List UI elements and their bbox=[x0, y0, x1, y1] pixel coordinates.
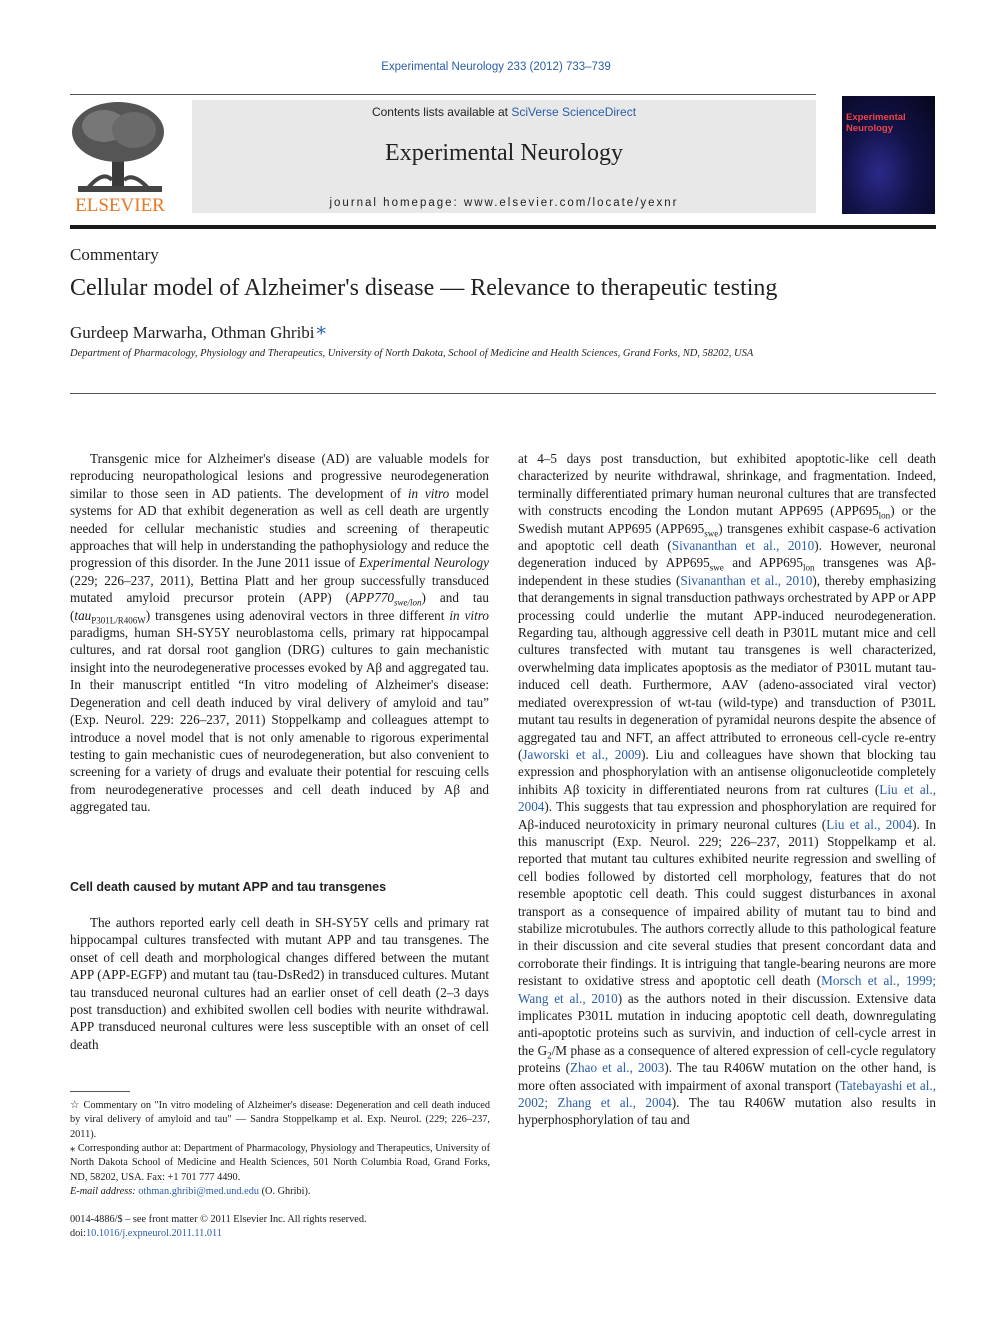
sciencedirect-link[interactable]: SciVerse ScienceDirect bbox=[511, 105, 637, 119]
journal-cover-image bbox=[842, 96, 935, 214]
citation-link[interactable]: Tatebayashi et al., 2002; Zhang et al., 2004 bbox=[518, 1077, 936, 1111]
article-title: Cellular model of Alzheimer's disease — Relevance to therapeutic testing bbox=[70, 275, 778, 301]
citation-link[interactable]: Zhao et al., 2003 bbox=[569, 1060, 665, 1076]
email-suffix: (O. Ghribi). bbox=[259, 1186, 311, 1197]
section-heading: Cell death caused by mutant APP and tau transgenes bbox=[70, 880, 387, 894]
contents-line bbox=[192, 105, 816, 119]
copyright-line: 0014-4886/$ – see front matter © 2011 Elsevier Inc. All rights reserved. bbox=[70, 1214, 367, 1225]
affiliation: Department of Pharmacology, Physiology and Therapeutics, University of North Dakota, School of Medicine and Health Sciences, Grand Forks, ND, 58202, USA bbox=[70, 348, 754, 359]
email-link[interactable]: othman.ghribi@med.und.edu bbox=[138, 1186, 259, 1197]
doi-label: doi: bbox=[70, 1228, 87, 1239]
citation-link[interactable]: Liu et al., 2004 bbox=[826, 816, 913, 832]
doi-line bbox=[70, 1227, 222, 1241]
journal-title: Experimental Neurology bbox=[385, 140, 623, 166]
corresponding-author-mark[interactable]: ⁎ bbox=[316, 318, 327, 339]
doi-link[interactable]: 10.1016/j.expneurol.2011.11.011 bbox=[86, 1228, 222, 1239]
header-rule bbox=[70, 94, 816, 95]
citation-link[interactable]: Morsch et al., 1999; Wang et al., 2010 bbox=[518, 973, 936, 1006]
footnote-commentary: ☆ Commentary on "In vitro modeling of Alzheimer's disease: Degeneration and cell death induced by viral delivery of amyloid and tau" — Sandra Stoppelkamp et al. Exp. Neurol. (229; 226–237, 2011). bbox=[70, 1100, 490, 1140]
contents-prefix: Contents lists available at bbox=[371, 105, 512, 119]
citation-link[interactable]: Liu et al., 2004 bbox=[518, 781, 936, 815]
elsevier-logo bbox=[68, 100, 172, 215]
elsevier-tree-icon bbox=[68, 100, 172, 215]
journal-homepage[interactable]: journal homepage: www.elsevier.com/locate/yexnr bbox=[329, 197, 679, 209]
body-paragraph-continued: at 4–5 days post transduction, but exhibited apoptotic-like cell death characterized by neurite withdrawal, shrinkage, and fragmentation. Indeed, terminally differentiated primary human neuronal cultures that are transfected with constructs encoding the London mutant APP695 $(APP695_{lon})$ or the Swedish mutant APP695 $(APP695_{swe})$ transgenes exhibit caspase-6 activation and apoptotic cell death (Sivananthan et al., 2010). However, neuronal degeneration induced by $APP695_{swe}$ and $APP695_{lon}$ transgenes was Aβ-independent in these studies (Sivananthan et al., 2010), thereby emphasizing that derangements in signal transduction pathways orchestrated by APP or APP processing could underlie the mutant APP-induced neurodegeneration. Regarding tau, although aggressive cell death in P301L mutant mice and cell cultures transfected with mutant tau transgenes is well characterized, overwhelming data implicates apoptosis as the mediator of P301L mutant tau-induced cell death. Furthermore, AAV (adeno-associated viral vector) mediated overexpression of wt-tau (wild-type) and transduction of P301L mutant tau results in degeneration of pyramidal neurons despite the absence of aggregated tau and NFT, an affect attributed to erroneous cell-cycle re-entry (Jaworski et al., 2009). Liu and colleagues have shown that blocking tau expression and phosphorylation with an antisense oligonucleotide completely inhibits Aβ toxicity in differentiated neurons from rat cultures (Liu et al., 2004). This suggests that tau expression and phosphorylation are required for Aβ-induced neurotoxicity in primary neuronal cultures (Liu et al., 2004). In this manuscript (Exp. Neurol. 229; 226–237, 2011) Stoppelkamp et al. reported that mutant tau cultures exhibited neurite regression and swelling of cell bodies followed by distorted cell morphology, features that do not resemble apoptotic cell death. This could suggest disturbances in axonal transport as a consequence of impaired ability of mutant tau to bind and stabilize microtubules. The authors correctly allude to this pathological feature in their discussion and cite several studies that present concordant data and corroborate their findings. It is intriguing that tangle-bearing neurons are more resistant to oxidative stress and apoptotic cell death (Morsch et al., 1999; Wang et al., 2010) as the authors noted in their discussion. Extensive data implicates P301L mutation in inducing apoptotic cell death, downregulating anti-apoptotic proteins such as survivin, and induction of cell-cycle arrest in the $G_2/M$ phase as a consequence of altered expression of cell-cycle regulatory proteins (Zhao et al., 2003). The tau R406W mutation on the other hand, is more often associated with impairment of axonal transport (Tatebayashi et al., 2002; Zhang et al., 2004). The tau R406W mutation also results in hyperphosphorylation of tau and bbox=[518, 451, 937, 1128]
publisher-name: ELSEVIER bbox=[75, 195, 165, 215]
email-label: E-mail address: bbox=[70, 1186, 139, 1197]
journal-reference[interactable]: Experimental Neurology 233 (2012) 733–739 bbox=[381, 61, 611, 73]
body-paragraph-intro: Transgenic mice for Alzheimer's disease (AD) are valuable models for reproducing neuropathological lesions and progressive neurodegeneration similar to those seen in AD patients. The development of in vitro model systems for AD that exhibit degeneration as well as cell death are urgently needed for cellular mechanistic studies and screening of therapeutic approaches that will help in understanding the pathophysiology and reduce the progression of this disorder. In the June 2011 issue of Experimental Neurology (229; 226–237, 2011), Bettina Platt and her group successfully transduced mutated amyloid precursor protein (APP) $(APP770_{swe/lon})$ and tau (tau$_{P301L/R406W}$) transgenes using adenoviral vectors in three different in vitro paradigms, human SH-SY5Y neuroblastoma cells, primary rat hippocampal cultures, and rat dorsal root ganglion (DRG) cultures to gain mechanistic insight into the neurodegenerative processes evoked by Aβ and aggregated tau. In their manuscript entitled “In vitro modeling of Alzheimer's disease: Degeneration and cell death induced by viral delivery of amyloid and tau” (Exp. Neurol. 229: 226–237, 2011) Stoppelkamp and colleagues attempt to introduce a novel model that is not only amenable to rigorous experimental testing to gain mechanistic cues of neurodegeneration, but also convenient to screening for a variety of drugs and evaluate their potential for rescuing cells from neurodegenerative processes and cell death induced by Aβ and aggregated tau. bbox=[70, 451, 490, 815]
footnote-corresponding-author: ⁎ Corresponding author at: Department of Pharmacology, Physiology and Therapeutics, University of North Dakota School of Medicine and Health Sciences, 501 North Columbia Road, Grand Forks, ND, 58202, USA. Fax: +1 701 777 4490. bbox=[70, 1143, 490, 1183]
header-thick-rule bbox=[70, 225, 936, 229]
author-list bbox=[70, 317, 326, 343]
citation-link[interactable]: Sivananthan et al., 2010 bbox=[680, 572, 813, 588]
article-type: Commentary bbox=[70, 245, 159, 264]
footnote-rule bbox=[70, 1091, 130, 1092]
footnote-email bbox=[70, 1185, 490, 1199]
citation-link[interactable]: Jaworski et al., 2009 bbox=[522, 746, 642, 762]
body-paragraph-cell-death: The authors reported early cell death in SH-SY5Y cells and primary rat hippocampal cultures transfected with mutant APP and tau transgenes. The onset of cell death and morphological changes differed between the mutant APP (APP-EGFP) and mutant tau (tau-DsRed2) in transduced cultures. Mutant tau transduced neuronal cultures had an earlier onset of cell death (2–3 days post transduction) and exhibited swollen cell bodies with neurite withdrawal. APP transduced neuronal cultures were less susceptible with an onset of cell death bbox=[70, 915, 489, 1052]
citation-link[interactable]: Sivananthan et al., 2010 bbox=[671, 538, 815, 554]
title-rule bbox=[70, 393, 936, 394]
authors-text: Gurdeep Marwarha, Othman Ghribi bbox=[70, 323, 315, 342]
cover-title: Experimental Neurology bbox=[846, 112, 906, 134]
